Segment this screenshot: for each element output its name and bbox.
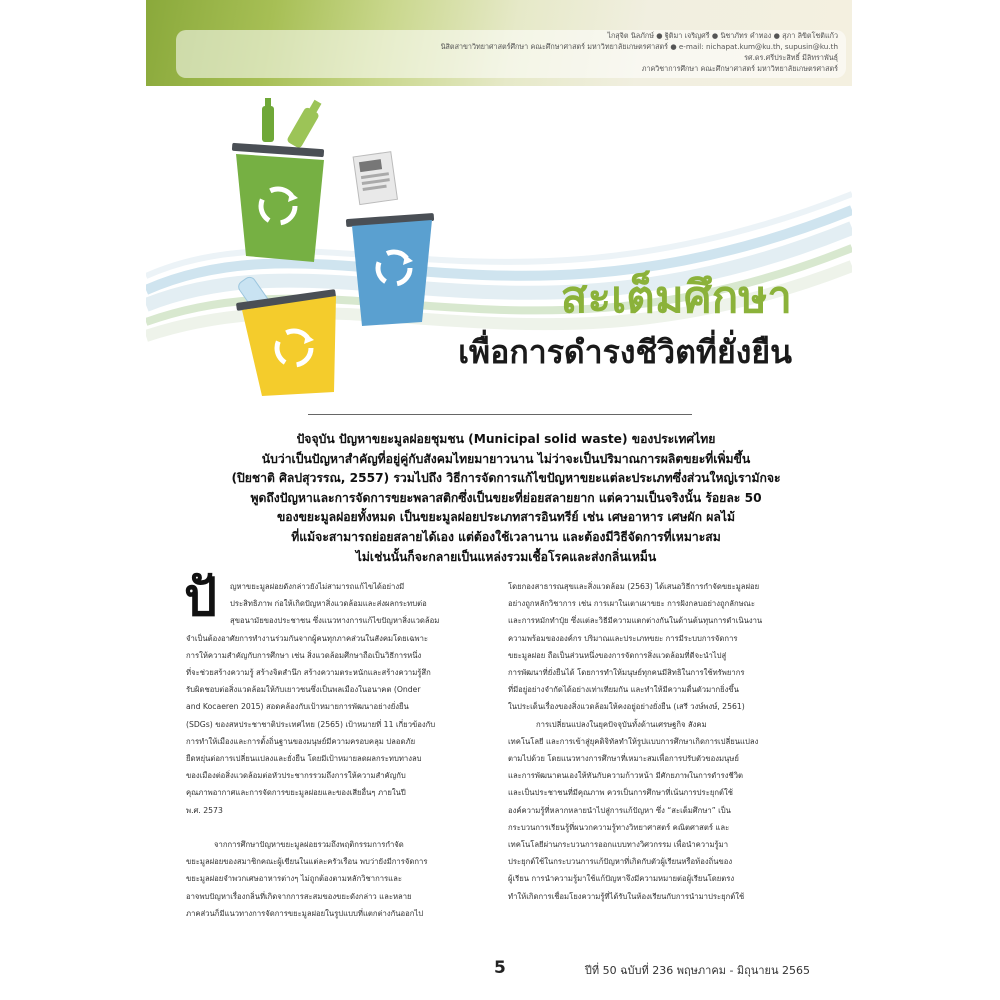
body-line: จากการศึกษาปัญหาขยะมูลฝอยรวมถึงพฤติกรรมการกำจัด [214,840,404,850]
advisor-affiliation: ภาควิชาการศึกษา คณะศึกษาศาสตร์ มหาวิทยาลัยเกษตรศาสตร์ [641,64,838,73]
magazine-page [146,0,852,1000]
lead-line: ปัจจุบัน ปัญหาขยะมูลฝอยชุมชน (Municipal solid waste) ของประเทศไทย [296,432,716,446]
body-line: ภาคส่วนก็มีแนวทางการจัดการขยะมูลฝอยในรูปแบบที่แตกต่างกันออกไป [186,908,424,918]
title-divider [308,414,692,415]
body-line: โดยกองสาธารณสุขและสิ่งแวดล้อม (2563) ได้เสนอวิธีการกำจัดขยะมูลฝอย [508,582,760,591]
body-line: เทคโนโลยี และการเข้าสู่ยุคดิจิทัลทำให้รูปแบบการศึกษาเกิดการเปลี่ยนแปลง [508,736,759,746]
body-line: ขยะมูลฝอยของสมาชิกคณะผู้เขียนในแต่ละครัวเรือน พบว่ายังมีการจัดการ [186,857,428,867]
body-line: ในประเด็นเรื่องของสิ่งแวดล้อมให้คงอยู่อย่างยั่งยืน (เสรี วงษ์พงษ์, 2561) [508,702,745,712]
body-line: ยืดหยุ่นต่อการเปลี่ยนแปลงและยั่งยืน โดยมีเป้าหมายลดผลกระทบทางลบ [186,754,422,764]
body-line: ของเมืองต่อสิ่งแวดล้อมต่อหัวประชากรรวมถึงการให้ความสำคัญกับ [186,771,406,781]
body-line: ทำให้เกิดการเชื่อมโยงความรู้ที่ได้รับในห้องเรียนกับการนำมาประยุกต์ใช้ [508,891,745,901]
body-line: การให้ความสำคัญกับการศึกษา เช่น สิ่งแวดล้อมศึกษาถือเป็นวิธีการหนึ่ง [186,650,422,660]
body-line: การพัฒนาที่ยั่งยืนได้ โดยการทำให้มนุษย์ทุกคนมีสิทธิในการใช้ทรัพยากร [508,668,745,678]
body-column-right [508,578,820,905]
body-line: ที่มีอยู่อย่างจำกัดได้อย่างเท่าเทียมกัน และทำให้มีความตื่นตัวมากยิ่งขึ้น [508,685,739,695]
body-line: ญหาขยะมูลฝอยดังกล่าวยังไม่สามารถแก้ไขได้อย่างมี [230,582,405,591]
body-line: รับผิดชอบต่อสิ่งแวดล้อมให้กับเยาวชนซึ่งเป็นพลเมืองในอนาคต (Onder [186,685,421,695]
blue-bin [346,213,434,326]
issue-info: ปีที่ 50 ฉบับที่ 236 พฤษภาคม - มิถุนายน 2565 [584,964,810,977]
body-line [186,819,498,836]
body-line: อย่างถูกหลักวิชาการ เช่น การเผาในเตาเผาขยะ การฝังกลบอย่างถูกลักษณะ [508,599,755,609]
body-line: ขยะมูลฝอยจำพวกเศษอาหารต่างๆ ไม่ถูกต้องตามหลักวิชาการและ [186,874,402,884]
body-line: องค์ความรู้ที่หลากหลายนำไปสู่การแก้ปัญหา ซึ่ง “สะเต็มศึกษา” เป็น [508,805,731,815]
lead-line: ที่แม้จะสามารถย่อยสลายได้เอง แต่ต้องใช้เวลานาน และต้องมีวิธีจัดการที่เหมาะสม [291,529,721,544]
body-line: จำเป็นต้องอาศัยการทำงานร่วมกันจากผู้คนทุกภาคส่วนในสังคมโดยเฉพาะ [186,633,429,643]
body-line: ตามไปด้วย โดยแนวทางการศึกษาที่เหมาะสมเพื่อการปรับตัวของมนุษย์ [508,754,739,764]
article-title: สะเต็มศึกษา [560,272,792,323]
lead-line: พูดถึงปัญหาและการจัดการขยะพลาสติกซึ่งเป็นขยะที่ย่อยสลายยาก แต่ความเป็นจริงนั้น ร้อยละ 50 [250,490,762,505]
page-number: 5 [494,958,506,978]
lead-line: ไม่เช่นนั้นก็จะกลายเป็นแหล่งรวมเชื้อโรคและส่งกลิ่นเหม็น [355,549,657,564]
author-info [278,30,838,74]
body-line: และการพัฒนาตนเองให้ทันกับความก้าวหน้า มีศักยภาพในการดำรงชีวิต [508,771,744,781]
body-line: สุขอนามัยของประชาชน ซึ่งแนวทางการแก้ไขปัญหาสิ่งแวดล้อม [230,616,440,626]
body-line: and Kocaeren 2015) สอดคล้องกับเป้าหมายการพัฒนาอย่างยั่งยืน [186,702,409,712]
recycle-bins-illustration [206,96,446,396]
article-subtitle: เพื่อการดำรงชีวิตที่ยั่งยืน [458,333,792,371]
body-column-left [186,578,498,922]
yellow-bin [236,289,336,396]
body-line: ที่จะช่วยสร้างความรู้ สร้างจิตสำนึก สร้างความตระหนักและสร้างความรู้สึก [186,668,431,678]
bottle-icon [262,98,325,149]
lead-line: (ปิยชาติ ศิลปสุวรรณ, 2557) รวมไปถึง วิธีการจัดการแก้ไขปัญหาขยะแต่ละประเภทซึ่งส่วนใหญ่เรามักจะ [231,471,781,486]
drop-cap: ปั [184,568,218,628]
body-line: อาจพบปัญหาเรื่องกลิ่นที่เกิดจากการสะสมของขยะดังกล่าว และหลาย [186,891,412,901]
advisor-name: รศ.ดร.ศรีประสิทธิ์ มีลิทราพันธุ์ [744,53,838,62]
body-line: กระบวนการเรียนรู้ที่ผนวกความรู้ทางวิทยาศาสตร์ คณิตศาสตร์ และ [508,822,730,832]
body-line: และเป็นประชาชนที่มีคุณภาพ ควรเป็นการศึกษาที่เน้นการประยุกต์ใช้ [508,788,733,798]
lead-paragraph [196,430,816,567]
newspaper-icon [353,152,397,205]
body-line: ความพร้อมขององค์กร ปริมาณและประเภทขยะ การมีระบบการจัดการ [508,633,738,643]
body-line: ผู้เรียน การนำความรู้มาใช้แก้ปัญหาจึงมีความหมายต่อผู้เรียนโดยตรง [508,874,735,884]
body-line: ประสิทธิภาพ ก่อให้เกิดปัญหาสิ่งแวดล้อมและส่งผลกระทบต่อ [230,599,427,609]
authors-affiliation: นิสิตสาขาวิทยาศาสตร์ศึกษา คณะศึกษาศาสตร์ มหาวิทยาลัยเกษตรศาสตร์ ● e-mail: nichapat.kum@ku.th, supusin@ku.th [440,42,838,51]
body-line: และการหมักทำปุ๋ย ซึ่งแต่ละวิธีมีความแตกต่างกันในด้านต้นทุนการดำเนินงาน [508,616,763,626]
authors-names: ไกสุจิต นิลภักษ์ ● ฐิติมา เจริญศรี ● นิชาภัทร คำทอง ● สุภา ลิขิตโชติแก้ว [607,31,838,40]
body-line: คุณภาพอากาศและการจัดการขยะมูลฝอยและของเสียอื่นๆ ภายในปี [186,788,406,798]
green-bin [232,143,324,262]
body-line: ประยุกต์ใช้ในกระบวนการแก้ปัญหาที่เกิดกับตัวผู้เรียนหรือท้องถิ่นของ [508,857,733,867]
body-line: เทคโนโลยีผ่านกระบวนการออกแบบทางวิศวกรรม เพื่อนำความรู้มา [508,840,729,850]
body-line: การทำให้เมืองและการตั้งถิ่นฐานของมนุษย์มีความครอบคลุม ปลอดภัย [186,736,416,746]
body-line: การเปลี่ยนแปลงในยุคปัจจุบันทั้งด้านเศรษฐกิจ สังคม [536,719,707,729]
lead-line: ของขยะมูลฝอยทั้งหมด เป็นขยะมูลฝอยประเภทสารอินทรีย์ เช่น เศษอาหาร เศษผัก ผลไม้ [276,510,736,525]
lead-line: นับว่าเป็นปัญหาสำคัญที่อยู่คู่กับสังคมไทยมายาวนาน ไม่ว่าจะเป็นปริมาณการผลิตขยะที่เพิ่มขึ้น [261,451,751,466]
body-line: (SDGs) ของสหประชาชาติประเทศไทย (2565) เป้าหมายที่ 11 เกี่ยวข้องกับ [186,719,436,729]
body-line: ขยะมูลฝอย ถือเป็นส่วนหนึ่งของการจัดการสิ่งแวดล้อมที่ดีจะนำไปสู่ [508,650,727,660]
body-line: พ.ศ. 2573 [186,805,223,815]
